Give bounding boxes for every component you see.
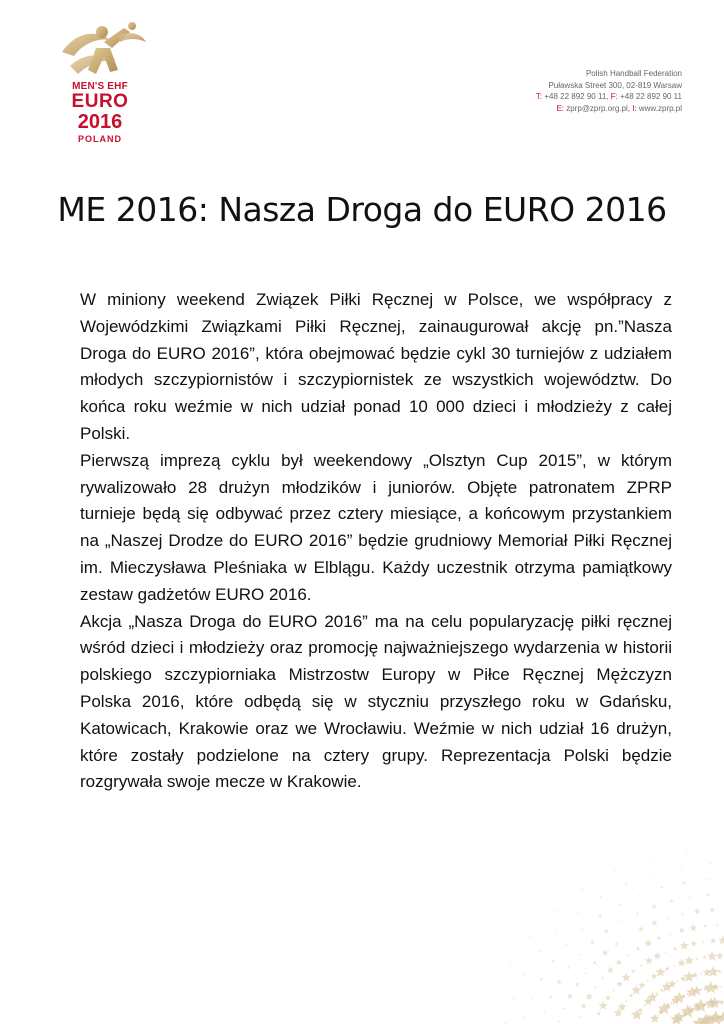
paragraph-1: W miniony weekend Związek Piłki Ręcznej w Polsce, we współpracy z Wojewódzkimi Związkami Piłki Ręcznej, zainaugurował akcję pn.”Nasza Droga do EURO 2016”, która obejmować będzie cykl 30 turniejów z udziałem młodych szczypiornistów i szczypiornistek ze wszystkich województw. Do końca roku weźmie w nich udział ponad 10 000 dzieci i młodzieży z całej Polski. [80, 290, 672, 443]
globe-star [651, 973, 657, 979]
globe-star [553, 910, 555, 912]
globe-star [680, 866, 682, 868]
globe-star [602, 949, 609, 955]
globe-star [681, 913, 684, 916]
globe-star [660, 886, 663, 889]
globe-star [680, 941, 689, 950]
globe-star [585, 993, 593, 1000]
globe-star [594, 986, 597, 989]
globe-star [599, 1001, 608, 1010]
decorative-star-globe [424, 814, 724, 1024]
globe-star [524, 1017, 526, 1019]
phone-number: +48 22 892 90 11, [544, 92, 609, 101]
contact-phone-line [536, 91, 682, 103]
globe-star [581, 1003, 587, 1009]
globe-star [677, 959, 686, 967]
globe-star [639, 894, 641, 896]
globe-star [719, 986, 721, 988]
globe-star [638, 1007, 643, 1012]
globe-star [702, 941, 704, 943]
globe-star [695, 957, 698, 960]
paragraph-3: Akcja „Nasza Droga do EURO 2016” ma na celu popularyzację piłki ręcznej wśród dzieci i młodzieży oraz promocję najważniejszego wydarzenia w historii polskiego szczypiorniaka Mistrzostw Europy w Piłce Ręcznej Mężczyzn Polska 2016, które odbędą się w styczniu przyszłego roku w Gdańsku, Katowicach, Krakowie oraz we Wrocławiu. Weźmie w nich udział 16 drużyn, które zostały podzielone na cztery grupy. Reprezentacja Polski będzie rozgrywała swoje mecze w Krakowie. [80, 611, 672, 792]
contact-org: Polish Handball Federation [585, 69, 682, 78]
globe-star [523, 973, 525, 975]
globe-star [531, 997, 533, 999]
globe-star [643, 1005, 645, 1007]
globe-star [665, 966, 670, 971]
globe-star [598, 914, 602, 918]
logo-player-emblem [52, 18, 148, 82]
globe-star [625, 882, 628, 885]
globe-star [657, 1014, 659, 1016]
globe-star [677, 980, 679, 982]
globe-star [575, 982, 580, 987]
globe-star [551, 959, 555, 963]
web-label: I: [632, 103, 637, 113]
globe-star [597, 1011, 602, 1015]
globe-star [607, 966, 615, 973]
globe-star [667, 917, 670, 920]
contact-web-line [536, 103, 682, 115]
globe-star [709, 907, 715, 912]
globe-star [649, 857, 651, 859]
globe-star [673, 947, 677, 951]
globe-star [665, 951, 668, 953]
globe-star [707, 951, 717, 961]
globe-star [539, 977, 543, 981]
globe-star [645, 957, 653, 965]
logo-poland: POLAND [78, 134, 122, 144]
globe-star [653, 952, 661, 960]
phone-label: T: [535, 92, 543, 101]
globe-star [556, 979, 562, 984]
globe-star [543, 1011, 545, 1013]
globe-star [638, 982, 645, 989]
globe-star [563, 1007, 566, 1010]
globe-star [657, 936, 662, 941]
globe-star [579, 953, 581, 955]
globe-star [669, 933, 671, 935]
globe-star [581, 928, 584, 931]
globe-star [651, 920, 657, 926]
euro-2016-logo [52, 18, 148, 148]
globe-star [618, 1002, 627, 1011]
globe-star [556, 930, 559, 932]
globe-star [584, 972, 586, 974]
globe-star [683, 971, 695, 982]
globe-star [549, 995, 553, 999]
globe-star [629, 993, 633, 997]
globe-star [625, 1000, 628, 1003]
globe-star [529, 936, 531, 938]
globe-star [640, 965, 643, 967]
globe-star [709, 862, 712, 865]
globe-star [684, 956, 694, 965]
globe-star [558, 1020, 561, 1022]
web-link[interactable]: www.zprp.pl [638, 103, 682, 113]
globe-star [614, 870, 616, 872]
globe-star [614, 942, 618, 946]
globe-star [509, 965, 511, 967]
globe-star [690, 924, 698, 931]
globe-star [689, 896, 691, 898]
globe-star [495, 996, 497, 998]
globe-star [627, 954, 629, 956]
globe-star [567, 966, 570, 969]
globe-star [716, 952, 724, 959]
globe-star [691, 940, 697, 946]
globe-star [622, 973, 631, 982]
email-label: E: [556, 103, 565, 113]
globe-star [703, 956, 707, 960]
contact-address: Puławska Street 300, 02-819 Warsaw [548, 80, 682, 90]
logo-euro: EURO [71, 91, 129, 112]
globe-star [682, 880, 686, 884]
globe-star [673, 965, 675, 967]
fax-number: +48 22 892 90 11 [620, 92, 682, 101]
globe-star [593, 961, 597, 965]
globe-star [601, 977, 604, 980]
globe-star [704, 924, 708, 927]
globe-star [566, 943, 568, 945]
globe-star [703, 968, 712, 976]
paragraph-2: Pierwszą imprezą cyklu był weekendowy „Olsztyn Cup 2015”, w którym rywalizowało 28 drużyn młodzików i juniorów. Objęte patronatem ZPRP turnieje będą się odbywać przez cztery miesiące, a końcowym przystankiem na „Naszej Drodze do EURO 2016” będzie grudniowy Memoriał Piłki Ręcznej im. Mieczysława Pleśniaka w Elblągu. Każdy uczestnik otrzyma pamiątkowy zestaw gadżetów EURO 2016. [80, 450, 672, 604]
globe-star [636, 912, 639, 915]
globe-star [705, 878, 708, 881]
globe-star [700, 973, 702, 975]
globe-star [644, 939, 652, 947]
globe-star [719, 1000, 724, 1005]
globe-star [710, 938, 716, 944]
globe-star [670, 1002, 672, 1004]
globe-star [620, 920, 622, 922]
globe-star [577, 911, 579, 913]
globe-star [686, 992, 689, 995]
logo-mens-ehf: MEN'S EHF [72, 81, 128, 92]
globe-star [627, 935, 629, 937]
globe-star [660, 988, 664, 992]
globe-star [638, 926, 643, 931]
globe-star [512, 998, 514, 1000]
globe-star [578, 1015, 580, 1017]
globe-star [590, 940, 595, 945]
globe-star [670, 899, 674, 903]
email-link[interactable]: zprp@zprp.org.pl, [566, 103, 630, 113]
globe-star [679, 928, 685, 933]
globe-star [652, 873, 654, 875]
globe-star [614, 1008, 623, 1017]
globe-star [647, 979, 649, 981]
document-title: ME 2016: Nasza Droga do EURO 2016 [57, 190, 667, 229]
globe-star [685, 850, 687, 852]
globe-star [604, 929, 609, 934]
globe-star [718, 936, 724, 945]
globe-star [652, 904, 657, 909]
globe-star [706, 893, 710, 897]
globe-star [694, 908, 700, 914]
globe-star [605, 995, 611, 1000]
globe-star [716, 924, 719, 926]
article-body [80, 287, 672, 796]
globe-star [567, 993, 574, 999]
globe-star [618, 903, 621, 906]
globe-star [692, 972, 698, 978]
globe-star [636, 947, 640, 951]
globe-star [612, 990, 614, 992]
logo-year: 2016 [77, 111, 123, 133]
contact-block [536, 68, 682, 114]
fax-label: F: [610, 92, 618, 101]
globe-star [582, 888, 584, 890]
globe-star [538, 950, 541, 953]
globe-star [631, 969, 635, 973]
globe-star [655, 992, 658, 995]
globe-star [600, 895, 603, 898]
globe-star [616, 981, 622, 987]
globe-star [631, 985, 641, 995]
globe-star [616, 959, 622, 965]
